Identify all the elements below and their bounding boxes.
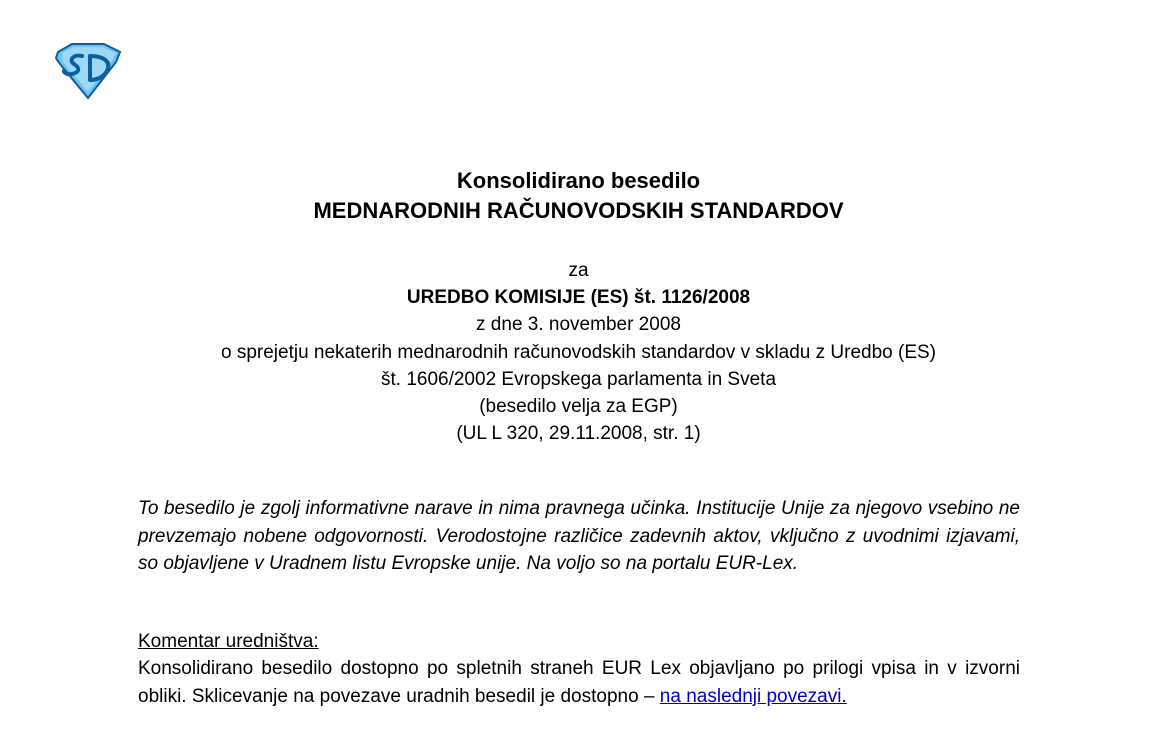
document-title-line2: MEDNARODNIH RAČUNOVODSKIH STANDARDOV	[313, 198, 844, 223]
editorial-comment-heading: Komentar uredništva:	[138, 631, 319, 652]
regulation-oj-reference: (UL L 320, 29.11.2008, str. 1)	[456, 423, 701, 445]
editorial-comment-text: Konsolidirano besedilo dostopno po spletnih straneh EUR Lex objavljano po prilogi vpisa in v izvorni obliki. Sklicevanje na povezave uradnih besedil je dostopno –	[138, 658, 1020, 707]
regulation-date: z dne 3. november 2008	[476, 314, 681, 336]
official-texts-link[interactable]: na naslednji povezavi.	[659, 686, 847, 707]
regulation-subject-line1: o sprejetju nekaterih mednarodnih računovodskih standardov v skladu z Uredbo (ES)	[220, 341, 936, 363]
document-title-line1: Konsolidirano besedilo	[456, 168, 701, 193]
regulation-name: UREDBO KOMISIJE (ES) št. 1126/2008	[406, 287, 751, 309]
regulation-eea: (besedilo velja za EGP)	[479, 396, 678, 418]
regulation-block	[0, 257, 1157, 447]
sd-diamond-logo	[52, 42, 124, 100]
regulation-for: za	[568, 260, 589, 281]
regulation-subject-line2: št. 1606/2002 Evropskega parlamenta in Sveta	[380, 368, 777, 390]
legal-notice: To besedilo je zgolj informativne narave in nima pravnega učinka. Institucije Unije za njegovo vsebino ne prevzemajo nobene odgovornosti. Verodostojne različice zadevnih aktov, vključno z uvodnimi izjavami, so objavljene v Uradnem listu Evropske unije. Na voljo so na portalu EUR-Lex.	[138, 498, 1020, 574]
editorial-comment-body	[138, 655, 1020, 711]
